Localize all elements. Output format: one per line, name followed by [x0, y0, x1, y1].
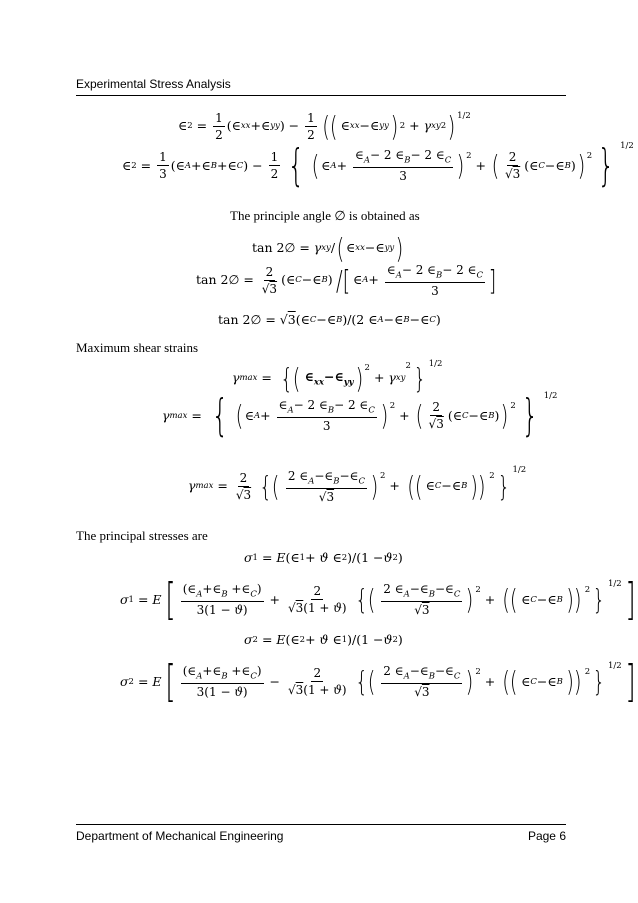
page-header: Experimental Stress Analysis: [76, 77, 231, 91]
equation-9: σ 1 = E (∈ 1 + ϑ ∈ 2 )/(1 − ϑ 2 ): [244, 550, 403, 565]
equation-5: tan 2∅ = √ 3 (∈ C −∈ B )/(2 ∈ A −∈ B −∈ C ): [218, 312, 441, 327]
principal-stresses-heading: The principal stresses are: [76, 528, 208, 543]
equation-3: tan 2∅ = γ xy / ( ∈ xx −∈ yy ): [252, 232, 404, 265]
equation-6: γ max = {( $\in_{xx}-\in_{yy}$ ) $^2$ + γ xy $^2$ } $^{1/2}$: [232, 359, 443, 395]
page-number: Page 6: [527, 829, 566, 843]
footer-divider: [76, 824, 566, 825]
equation-11: σ 2 = E (∈ 2 + ϑ ∈ 1 )/(1 − ϑ 2 ): [244, 632, 403, 647]
equation-7: γ max = { ( ∈ A + $\frac{\in_A- 2 \in_B- 2 \in_C}{3}$ ) $^2$ + ( $\frac{2}{√3}$ (∈ C −∈ B ) ) $^2$ } $^{1/2}$: [162, 390, 558, 441]
equation-10: σ 1 = E [ $\frac{(\in_A+\in_B +\in_C)}{3(1 - ϑ)}$ + $\frac{2}{√3(1 + ϑ)}$ {( $\frac{2 \in_A-\in_B-\in_C}{√3}$ ) $^2$ + (( ∈ C −∈ B )) $^2$ } $^{1/2}$ ]: [120, 574, 636, 625]
equation-12: σ 2 = E [ $\frac{(\in_A+\in_B +\in_C)}{3(1 - ϑ)}$ − $\frac{2}{√3(1 + ϑ)}$ {( $\frac{2 \in_A-\in_B-\in_C}{√3}$ ) $^2$ + (( ∈ C −∈ B )) $^2$ } $^{1/2}$ ]: [120, 656, 636, 707]
equation-8: γ max = $\frac{2}{√3}$ {( $\frac{2 \in_A-\in_B-\in_C}{√3}$ ) $^2$ + (( ∈ C −∈ B )) $^2$ } $^{1/2}$: [188, 465, 527, 504]
header-divider: [76, 95, 566, 96]
max-shear-heading: Maximum shear strains: [76, 340, 199, 355]
angle-intro-text: The principle angle ∅ is obtained as: [230, 208, 420, 223]
footer-department: Department of Mechanical Engineering: [76, 829, 284, 843]
equation-1: ∈ 2 = $\frac{1}{2}$ (∈ xx +∈ yy ) − $\frac{1}{2}$ (( ∈ xx −∈ yy ) 2 + γ xy 2 ) $^{1/2}$: [178, 109, 471, 143]
equation-4: tan 2∅ = $\frac{2}{√3}$ (∈ C −∈ B ) /[ ∈ A + $\frac{\in_A- 2 \in_B- 2 \in_C}{3}$ ]: [196, 263, 497, 298]
equation-2: ∈ 2 = $\frac{1}{3}$ (∈ A +∈ B +∈ C ) − $\frac{1}{2}$ { ( ∈ A + $\frac{\in_A- 2 \in_B- 2 \in_C}{3}$ ) $^2$ + ( $\frac{2}{√3}$ (∈ C −∈ B ) ) $^2$ } $^{1/2}$: [122, 140, 634, 191]
